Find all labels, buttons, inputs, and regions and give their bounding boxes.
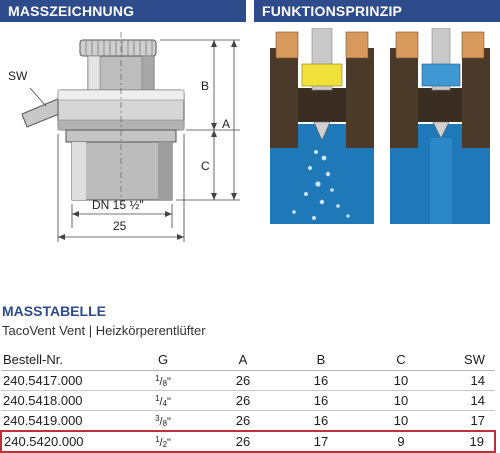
label-b: B [201,79,210,93]
function-header: FUNKTIONSPRINZIP [254,0,500,22]
table-header-row [1,348,495,371]
cell-b: 16 [281,371,361,391]
cell-nr: 240.5417.000 [1,371,121,391]
table-row-highlighted [1,431,495,452]
cell-sw: 14 [441,371,495,391]
cell-c: 10 [361,411,441,432]
cell-b: 16 [281,391,361,411]
cell-a: 26 [205,431,281,452]
cell-a: 26 [205,391,281,411]
cutaway-closed [270,28,374,224]
cell-a: 26 [205,371,281,391]
cell-nr: 240.5418.000 [1,391,121,411]
label-a: A [222,117,231,131]
table-row [1,391,495,411]
cell-sw: 19 [441,431,495,452]
col-bestell-nr: Bestell-Nr. [1,348,121,371]
col-a: A [205,348,281,371]
cell-sw: 17 [441,411,495,432]
cutaway-open [390,28,490,224]
table-row [1,411,495,432]
cell-nr: 240.5419.000 [1,411,121,432]
table-title: MASSTABELLE [2,303,106,319]
threaded-shank [72,142,172,200]
function-diagram [262,28,494,228]
label-c: C [201,159,210,173]
cell-g: $^1/_8$" [121,371,205,391]
cell-c: 10 [361,371,441,391]
cell-b: 16 [281,411,361,432]
cell-g: $^1/_2$" [121,431,205,452]
cell-c: 10 [361,391,441,411]
cell-g: $^1/_4$" [121,391,205,411]
table-row [1,371,495,391]
dimension-table [0,348,496,453]
label-dn: DN 15 ½" [92,198,144,212]
col-b: B [281,348,361,371]
col-sw: SW [441,348,495,371]
cell-b: 17 [281,431,361,452]
cell-nr: 240.5420.000 [1,431,121,452]
knurled-cap [80,40,156,56]
cell-g: $^3/_8$" [121,411,205,432]
cell-sw: 14 [441,391,495,411]
drawing-header: MASSZEICHNUNG [0,0,246,22]
col-g: G [121,348,205,371]
label-width: 25 [113,219,127,233]
col-c: C [361,348,441,371]
cell-a: 26 [205,411,281,432]
dimension-drawing [0,28,250,243]
table-subtitle: TacoVent Vent | Heizkörperentlüfter [2,323,206,338]
label-sw: SW [8,69,28,83]
cell-c: 9 [361,431,441,452]
